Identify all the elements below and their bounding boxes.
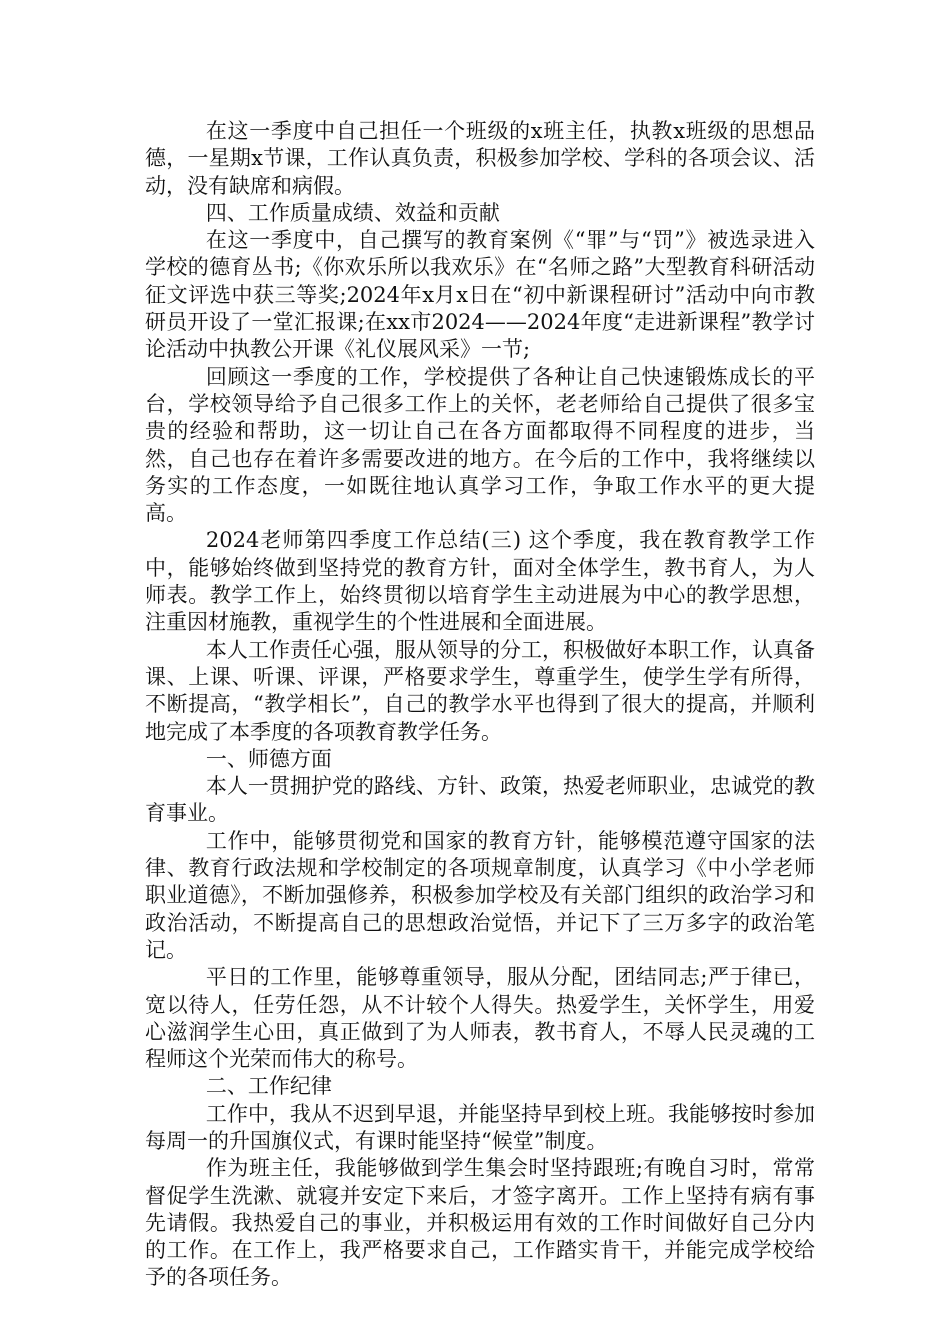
- section-heading-ethics: 一、师德方面: [205, 746, 332, 771]
- document-body: [145, 118, 815, 1292]
- section-heading-discipline: 二、工作纪律: [205, 1074, 332, 1099]
- paragraph-loyalty: 本人一贯拥护党的路线、方针、政策，热爱老师职业，忠诚党的教育事业。: [145, 774, 815, 826]
- paragraph-daily-work: 平日的工作里，能够尊重领导，服从分配，团结同志;严于律已，宽以待人，任劳任怨，从不计较个人得失。热爱学生，关怀学生，用爱心滋润学生心田，真正做到了为人师表，教书育人，不辱人民灵魂的工程师这个光荣而伟大的称号。: [145, 965, 815, 1072]
- paragraph-achievements: 在这一季度中，自己撰写的教育案例《“罪”与“罚”》被选录进入学校的德育丛书;《你欢乐所以我欢乐》在“名师之路”大型教育科研活动征文评选中获三等奖;2024年x月x日在“初中新课程研讨”活动中向市教研员开设了一堂汇报课;在xx市2024——2024年度“走进新课程”教学讨论活动中执教公开课《礼仪展风采》一节;: [145, 228, 815, 362]
- section-heading-quality: 四、工作质量成绩、效益和贡献: [205, 200, 500, 225]
- paragraph-review: 回顾这一季度的工作，学校提供了各种让自己快速锻炼成长的平台，学校领导给予自己很多工作上的关怀，老老师给自己提供了很多宝贵的经验和帮助，这一切让自己在各方面都取得不同程度的进步，当然，自己也存在着许多需要改进的地方。在今后的工作中，我将继续以务实的工作态度，一如既往地认真学习工作，争取工作水平的更大提高。: [145, 364, 815, 526]
- paragraph-duties: 在这一季度中自己担任一个班级的x班主任，执教x班级的思想品德，一星期x节课，工作认真负责，积极参加学校、学科的各项会议、活动，没有缺席和病假。: [145, 119, 815, 198]
- paragraph-class-teacher: 作为班主任，我能够做到学生集会时坚持跟班;有晚自习时，常常督促学生洗漱、就寝并安定下来后，才签字离开。工作上坚持有病有事先请假。我热爱自己的事业，并积极运用有效的工作时间做好自己分内的工作。在工作上，我严格要求自己，工作踏实肯干，并能完成学校给予的各项任务。: [145, 1156, 815, 1290]
- paragraph-summary-three: 2024老师第四季度工作总结(三) 这个季度，我在教育教学工作中，能够始终做到坚持党的教育方针，面对全体学生，教书育人，为人师表。教学工作上，始终贯彻以培育学生主动进展为中心的教学思想，注重因材施教，重视学生的个性进展和全面进展。: [145, 528, 815, 635]
- paragraph-punctuality: 工作中，我从不迟到早退，并能坚持早到校上班。我能够按时参加每周一的升国旗仪式，有课时能坚持“候堂”制度。: [145, 1101, 815, 1153]
- paragraph-responsibility: 本人工作责任心强，服从领导的分工，积极做好本职工作，认真备课、上课、听课、评课，严格要求学生，尊重学生，使学生学有所得，不断提高，“教学相长”，自己的教学水平也得到了很大的提高，并顺利地完成了本季度的各项教育教学任务。: [145, 637, 815, 744]
- paragraph-policy: 工作中，能够贯彻党和国家的教育方针，能够模范遵守国家的法律、教育行政法规和学校制定的各项规章制度，认真学习《中小学老师职业道德》，不断加强修养，积极参加学校及有关部门组织的政治学习和政治活动，不断提高自己的思想政治觉悟，并记下了三万多字的政治笔记。: [145, 828, 815, 962]
